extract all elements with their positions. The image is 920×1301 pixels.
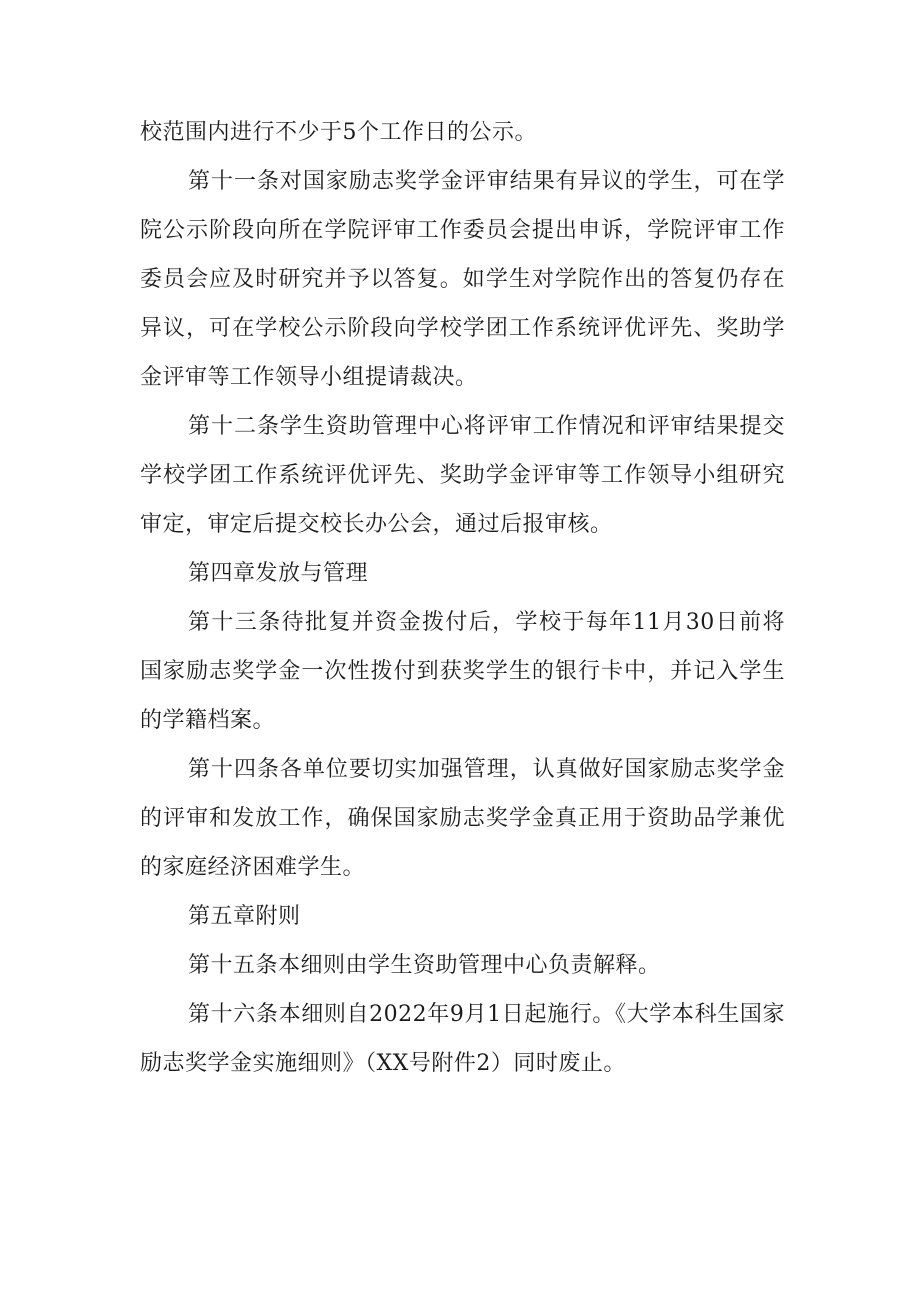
document-body xyxy=(140,108,785,1088)
paragraph-continuation: 校范围内进行不少于5个工作日的公示。 xyxy=(140,120,537,145)
paragraph-article-12: 第十二条学生资助管理中心将评审工作情况和评审结果提交学校学团工作系统评优评先、奖助学金评审等工作领导小组研究审定，审定后提交校长办公会，通过后报审核。 xyxy=(140,414,785,537)
chapter-heading-5: 第五章附则 xyxy=(188,904,301,929)
chapter-heading-4: 第四章发放与管理 xyxy=(188,561,369,586)
paragraph-article-11: 第十一条对国家励志奖学金评审结果有异议的学生，可在学院公示阶段向所在学院评审工作委员会提出申诉，学院评审工作委员会应及时研究并予以答复。如学生对学院作出的答复仍存在异议，可在学校公示阶段向学校学团工作系统评优评先、奖助学金评审等工作领导小组提请裁决。 xyxy=(140,169,785,390)
paragraph-article-16: 第十六条本细则自2022年9月1日起施行。《大学本科生国家励志奖学金实施细则》（XX号附件2）同时废止。 xyxy=(140,1002,785,1076)
paragraph-article-15: 第十五条本细则由学生资助管理中心负责解释。 xyxy=(188,953,661,978)
paragraph-article-14: 第十四条各单位要切实加强管理，认真做好国家励志奖学金的评审和发放工作，确保国家励志奖学金真正用于资助品学兼优的家庭经济困难学生。 xyxy=(140,757,785,880)
paragraph-article-13: 第十三条待批复并资金拨付后，学校于每年11月30日前将国家励志奖学金一次性拨付到获奖学生的银行卡中，并记入学生的学籍档案。 xyxy=(140,610,785,733)
